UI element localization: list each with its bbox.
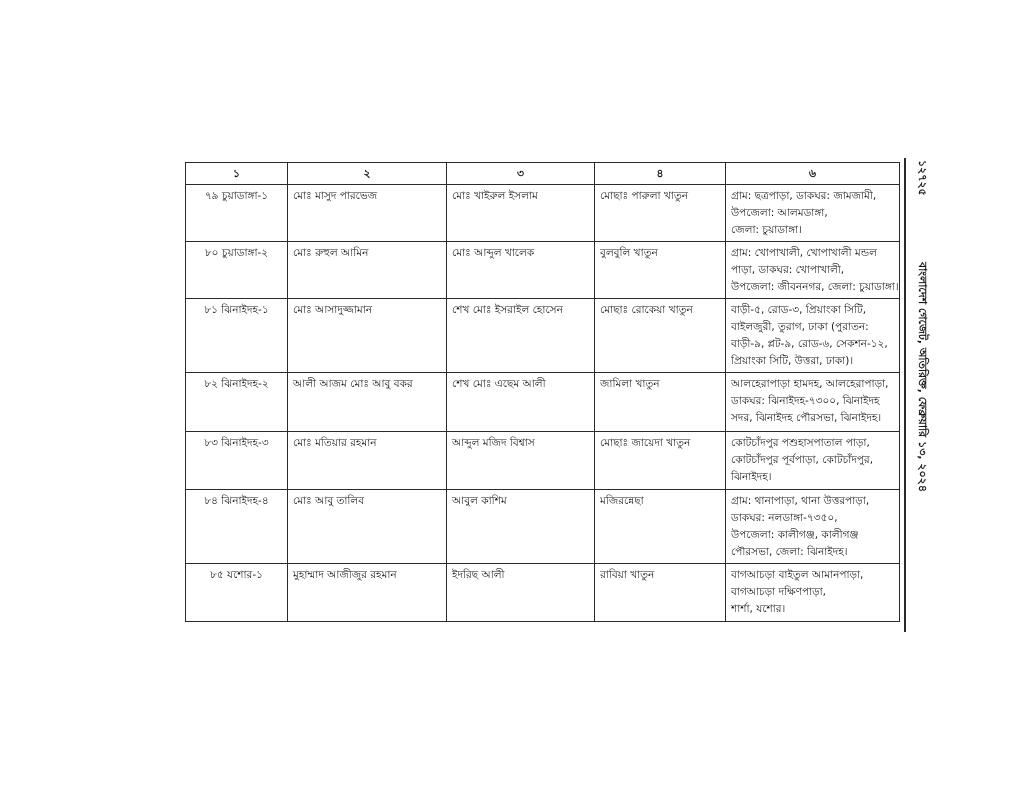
address-line: পৌরসভা, জেলা: ঝিনাইদহ। bbox=[731, 546, 848, 558]
constituency-cell: ৭৯ চুয়াডাঙ্গা-১ bbox=[186, 185, 288, 242]
header-col-2: ২ bbox=[288, 163, 447, 185]
address-line: কোটচাঁদপুর পূর্বপাড়া, কোটচাঁদপুর, bbox=[731, 454, 874, 466]
table-row bbox=[186, 185, 900, 242]
mother-name-cell: জামিলা খাতুন bbox=[595, 373, 726, 432]
header-col-6: ৬ bbox=[726, 163, 900, 185]
mother-name-cell: মোছাঃ রোকেয়া খাতুন bbox=[595, 299, 726, 373]
header-col-4: ৪ bbox=[595, 163, 726, 185]
address-line: বাগআচড়া বাইতুল আমানপাড়া, bbox=[731, 569, 864, 581]
address-cell bbox=[726, 185, 900, 242]
father-name-cell: শেখ মোঃ ইসরাইল হোসেন bbox=[447, 299, 595, 373]
margin-rule bbox=[904, 158, 906, 632]
address-cell bbox=[726, 432, 900, 490]
address-line: সদর, ঝিনাইদহ পৌরসভা, ঝিনাইদহ। bbox=[731, 412, 882, 424]
mother-name-cell: বুলবুলি খাতুন bbox=[595, 242, 726, 299]
table-row bbox=[186, 490, 900, 564]
address-line: উপজেলা: জীবননগর, জেলা: চুয়াডাঙ্গা। bbox=[731, 281, 899, 293]
page-number: ১২৭২৫ bbox=[916, 160, 929, 196]
constituency-cell: ৮৫ যশোর-১ bbox=[186, 564, 288, 622]
table-row bbox=[186, 299, 900, 373]
address-line: প্রিয়াংকা সিটি, উত্তরা, ঢাকা)। bbox=[731, 355, 854, 367]
table-row bbox=[186, 242, 900, 299]
address-line: পাড়া, ডাকঘর: খোপাখালী, bbox=[731, 264, 845, 276]
name-cell: মোঃ আসাদুজ্জামান bbox=[288, 299, 447, 373]
address-cell bbox=[726, 490, 900, 564]
address-line: বাইলজুরী, তুরাগ, ঢাকা (পুরাতন: bbox=[731, 321, 869, 333]
header-col-1: ১ bbox=[186, 163, 288, 185]
father-name-cell: মোঃ খাইরুল ইসলাম bbox=[447, 185, 595, 242]
address-line: ঝিনাইদহ। bbox=[731, 471, 772, 483]
name-cell: মোঃ রুহুল আমিন bbox=[288, 242, 447, 299]
table-row bbox=[186, 432, 900, 490]
address-line: গ্রাম: খোপাখালী, খোপাখালী মন্ডল bbox=[731, 247, 877, 259]
mother-name-cell: মজিরন্নেছা bbox=[595, 490, 726, 564]
father-name-cell: আব্দুল মজিদ বিশ্বাস bbox=[447, 432, 595, 490]
header-col-3: ৩ bbox=[447, 163, 595, 185]
constituency-cell: ৮৩ ঝিনাইদহ-৩ bbox=[186, 432, 288, 490]
table-row bbox=[186, 373, 900, 432]
mother-name-cell: রাবিয়া খাতুন bbox=[595, 564, 726, 622]
constituency-cell: ৮৪ ঝিনাইদহ-৪ bbox=[186, 490, 288, 564]
address-line: আলহেরাপাড়া হামদহ, আলহেরাপাড়া, bbox=[731, 378, 889, 390]
address-line: বাগআচড়া দক্ষিণপাড়া, bbox=[731, 586, 826, 598]
address-line: শার্শা, যশোর। bbox=[731, 603, 786, 615]
table-header-row bbox=[186, 163, 900, 185]
address-line: ডাকঘর: নলডাঙ্গা-৭৩৫০, bbox=[731, 512, 838, 524]
candidates-table bbox=[185, 162, 900, 622]
address-cell bbox=[726, 242, 900, 299]
address-line: জেলা: চুয়াডাঙ্গা। bbox=[731, 224, 802, 236]
address-line: গ্রাম: থানাপাড়া, থানা উত্তরপাড়া, bbox=[731, 495, 870, 507]
gazette-running-title: বাংলাদেশ গেজেট, অতিরিক্ত, ফেব্রুয়ারি ১৩, ২০২৪ bbox=[916, 262, 929, 492]
address-line: ডাকঘর: ঝিনাইদহ-৭৩০০, ঝিনাইদহ bbox=[731, 395, 880, 407]
address-line: উপজেলা: কালীগঞ্জ, কালীগঞ্জ bbox=[731, 529, 859, 541]
constituency-cell: ৮০ চুয়াডাঙ্গা-২ bbox=[186, 242, 288, 299]
table-row bbox=[186, 564, 900, 622]
name-cell: আলী আজম মোঃ আবু বকর bbox=[288, 373, 447, 432]
mother-name-cell: মোছাঃ জায়েদা খাতুন bbox=[595, 432, 726, 490]
address-line: উপজেলা: আলমডাঙ্গা, bbox=[731, 207, 828, 219]
father-name-cell: ইদরিছ আলী bbox=[447, 564, 595, 622]
father-name-cell: মোঃ আব্দুল খালেক bbox=[447, 242, 595, 299]
address-line: বাড়ী-৫, রোড-৩, প্রিয়াংকা সিটি, bbox=[731, 304, 867, 316]
address-cell bbox=[726, 373, 900, 432]
mother-name-cell: মোছাঃ পারুলা খাতুন bbox=[595, 185, 726, 242]
father-name-cell: আবুল কাশিম bbox=[447, 490, 595, 564]
address-cell bbox=[726, 299, 900, 373]
constituency-cell: ৮১ ঝিনাইদহ-১ bbox=[186, 299, 288, 373]
father-name-cell: শেখ মোঃ এছেম আলী bbox=[447, 373, 595, 432]
address-cell bbox=[726, 564, 900, 622]
address-line: কোটচাঁদপুর পশুহাসপাতাল পাড়া, bbox=[731, 437, 870, 449]
address-line: গ্রাম: ছত্রপাড়া, ডাকঘর: জামজামী, bbox=[731, 190, 877, 202]
name-cell: মোঃ মাসুদ পারভেজ bbox=[288, 185, 447, 242]
constituency-cell: ৮২ ঝিনাইদহ-২ bbox=[186, 373, 288, 432]
address-line: বাড়ী-৯, প্লট-৯, রোড-৬, সেকশন-১২, bbox=[731, 338, 888, 350]
name-cell: মোঃ আবু তালিব bbox=[288, 490, 447, 564]
name-cell: মুহাম্মাদ আজীজুর রহমান bbox=[288, 564, 447, 622]
name-cell: মোঃ মতিয়ার রহমান bbox=[288, 432, 447, 490]
